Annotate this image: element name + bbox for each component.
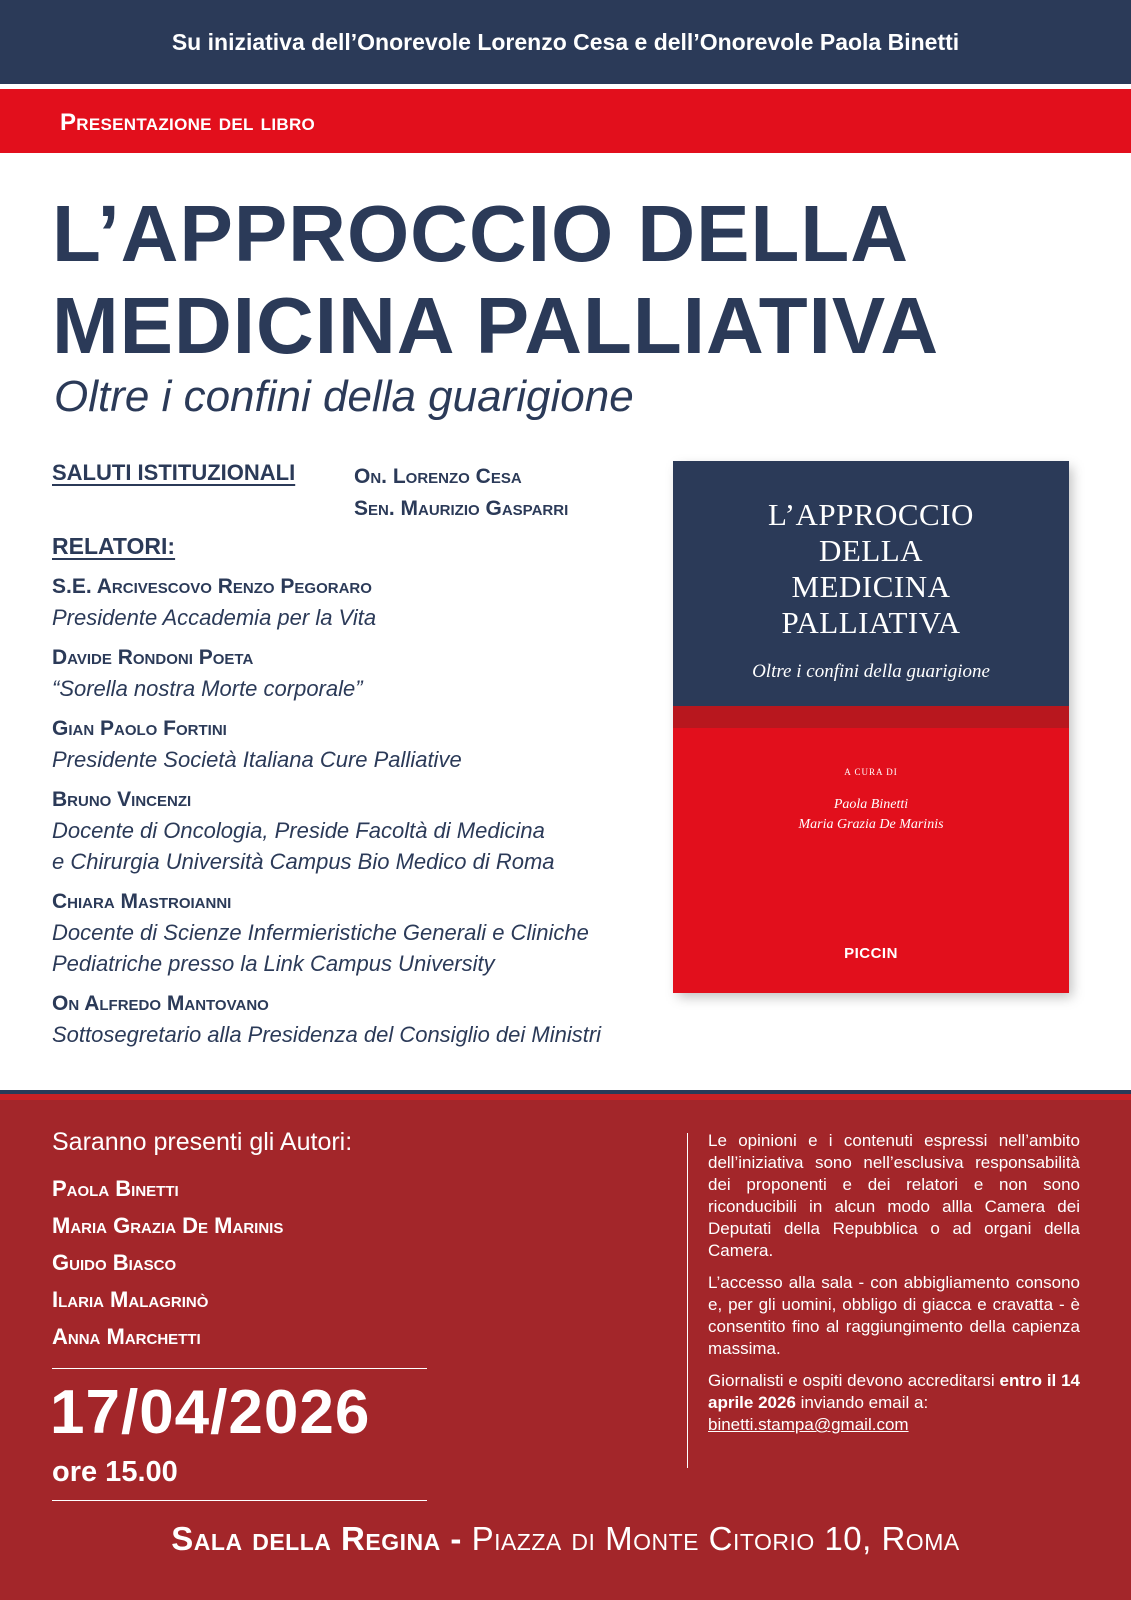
saluti-names (354, 461, 568, 525)
title-line-2: MEDICINA PALLIATIVA (52, 281, 940, 370)
disclaimer-access: L’accesso alla sala - con abbigliamento consono e, per gli uomini, obbligo di giacca e cravatta - è consentito fino al raggiungimento della capienza massima. (708, 1273, 1080, 1358)
relatori-heading: RELATORI: (52, 533, 176, 559)
venue-name: Sala della Regina (171, 1520, 441, 1557)
book-cover-stripe (673, 706, 1069, 728)
page-title (52, 188, 939, 372)
book-subtitle: Oltre i confini della guarigione (752, 661, 990, 682)
author-name: Guido Biasco (52, 1250, 177, 1275)
speaker-item (52, 572, 672, 633)
author-name: Maria Grazia De Marinis (52, 1213, 284, 1238)
disclaimer-divider (687, 1133, 688, 1468)
book-editors (673, 795, 1069, 835)
author-name: Paola Binetti (52, 1176, 179, 1201)
book-title-line: L’APPROCCIO (768, 497, 974, 532)
disclaimer-accreditation (708, 1370, 1080, 1436)
author-name: Anna Marchetti (52, 1324, 201, 1349)
disclaimer (708, 1130, 1080, 1446)
book-title (673, 497, 1069, 641)
author-list (52, 1170, 283, 1355)
speaker-role: e Chirurgia Università Campus Bio Medico di Roma (52, 849, 555, 874)
speaker-name: Davide Rondoni Poeta (52, 646, 254, 669)
initiative-banner (0, 0, 1131, 84)
speaker-role: Docente di Oncologia, Preside Facoltà di Medicina (52, 818, 545, 843)
speaker-role: “Sorella nostra Morte corporale” (52, 676, 363, 701)
speaker-item (52, 887, 672, 979)
date-rule-top (52, 1368, 427, 1369)
venue-separator: - (440, 1520, 472, 1557)
presentation-banner (0, 89, 1131, 153)
speaker-item (52, 643, 672, 704)
saluti-name: Sen. Maurizio Gasparri (354, 497, 569, 520)
event-venue (0, 1520, 1131, 1558)
speaker-name: On Alfredo Mantovano (52, 992, 269, 1015)
speaker-name: Bruno Vincenzi (52, 788, 192, 811)
book-title-line: DELLA (818, 533, 924, 568)
accreditation-email-link[interactable]: binetti.stampa@gmail.com (708, 1415, 909, 1434)
section-divider (0, 1094, 1131, 1100)
accreditation-deadline: entro il 14 aprile 2026 (708, 1371, 1080, 1412)
accreditation-text: Giornalisti e ospiti devono accreditarsi (708, 1371, 1000, 1390)
speaker-item (52, 785, 672, 877)
accreditation-text-end: inviando email a: (795, 1393, 929, 1412)
speaker-role: Presidente Accademia per la Vita (52, 605, 377, 630)
disclaimer-responsibility: Le opinioni e i contenuti espressi nell’ambito dell’iniziativa sono nell’esclusiva responsabilità dei proponenti e dei relatori e non sono riconducibili in alcun modo allla Camera dei Deputati della Repubblica o ad organi della Camera. (708, 1131, 1080, 1260)
event-date: 17/04/2026 (50, 1378, 371, 1447)
speaker-item (52, 714, 672, 775)
title-line-1: L’APPROCCIO DELLA (52, 189, 910, 278)
book-cover (673, 461, 1069, 993)
page-subtitle: Oltre i confini della guarigione (54, 372, 634, 421)
book-publisher: PICCIN (844, 945, 898, 962)
speaker-role: Pediatriche presso la Link Campus University (52, 951, 495, 976)
presentation-label: Presentazione del libro (60, 109, 316, 136)
speaker-role: Docente di Scienze Infermieristiche Generali e Cliniche (52, 920, 589, 945)
saluti-label: SALUTI ISTITUZIONALI (52, 460, 296, 485)
event-time: ore 15.00 (52, 1456, 178, 1488)
speaker-name: Chiara Mastroianni (52, 890, 232, 913)
speaker-name: Gian Paolo Fortini (52, 717, 227, 740)
saluti-name: On. Lorenzo Cesa (354, 465, 522, 488)
speaker-name: S.E. Arcivescovo Renzo Pegoraro (52, 575, 372, 598)
authors-heading: Saranno presenti gli Autori: (52, 1128, 353, 1156)
initiative-text: Su iniziativa dell’Onorevole Lorenzo Cesa e dell’Onorevole Paola Binetti (171, 28, 960, 55)
speaker-role: Presidente Società Italiana Cure Palliative (52, 747, 462, 772)
speaker-list (52, 572, 672, 1060)
speaker-item (52, 989, 672, 1050)
date-rule-bottom (52, 1500, 427, 1501)
book-edited-by: A CURA DI (844, 767, 898, 777)
speaker-role: Sottosegretario alla Presidenza del Consiglio dei Ministri (52, 1022, 602, 1047)
book-editor: Paola Binetti (833, 797, 909, 812)
book-title-line: PALLIATIVA (781, 605, 961, 640)
book-editor: Maria Grazia De Marinis (798, 817, 944, 832)
venue-address: Piazza di Monte Citorio 10, Roma (471, 1520, 960, 1557)
author-name: Ilaria Malagrinò (52, 1287, 209, 1312)
book-title-line: MEDICINA (791, 569, 951, 604)
